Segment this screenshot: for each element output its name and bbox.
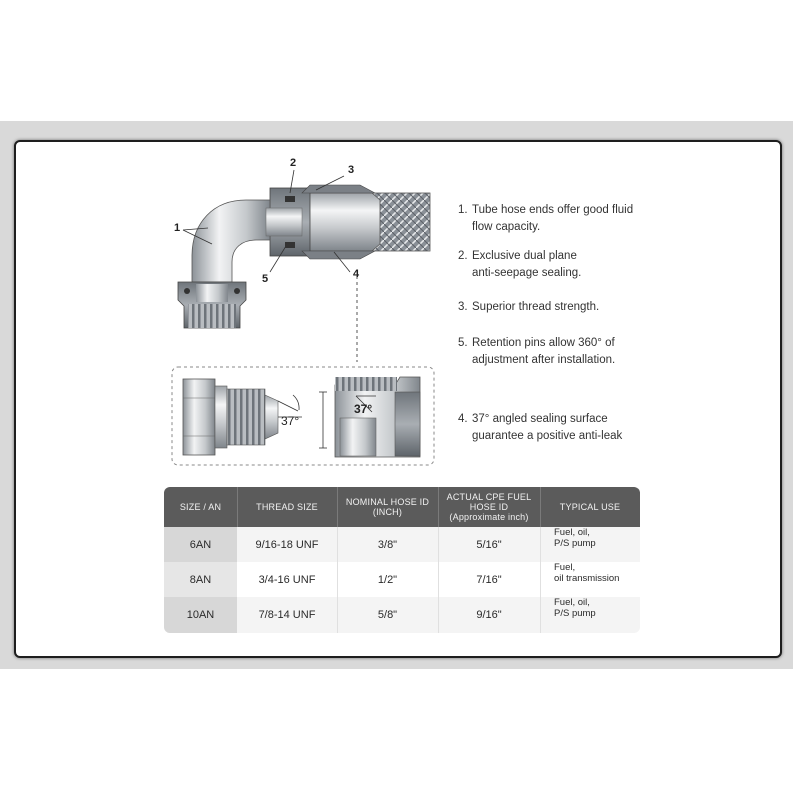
socket-sleeve — [302, 193, 380, 251]
callout-3: 3 — [348, 164, 355, 176]
feature-item: 1. Tube hose ends offer good fluid flow capacity. — [458, 204, 634, 233]
spec-table — [164, 487, 640, 633]
header-size: SIZE / AN — [179, 502, 222, 512]
header-thread: THREAD SIZE — [256, 502, 318, 512]
angle-label-female: 37° — [354, 402, 373, 416]
feature-item: 5. Retention pins allow 360° of adjustment after installation. — [458, 337, 616, 366]
bent-tube — [192, 200, 270, 282]
feature-item: 3. Superior thread strength. — [458, 301, 600, 313]
table-header — [164, 487, 640, 527]
callout-4: 4 — [353, 268, 360, 280]
braided-hose — [372, 193, 430, 251]
table-row: 6AN 9/16-18 UNF 3/8" 5/16" Fuel, oil, P/S pump — [164, 527, 640, 562]
feature-item: 4. 37° angled sealing surface guarantee a positive anti-leak — [458, 413, 623, 442]
callout-1: 1 — [174, 222, 181, 234]
header-actual: ACTUAL CPE FUEL HOSE ID (Approximate inch) — [446, 492, 532, 522]
table-row: 8AN 3/4-16 UNF 1/2" 7/16" Fuel, oil transmission — [164, 562, 640, 597]
table-row: 10AN 7/8-14 UNF 5/8" 9/16" Fuel, oil, P/S pump — [164, 597, 640, 633]
header-nominal: NOMINAL HOSE ID (INCH) — [345, 497, 430, 517]
callout-5: 5 — [262, 273, 269, 285]
header-use: TYPICAL USE — [559, 502, 621, 512]
angle-label-male: 37° — [281, 414, 300, 428]
callout-2: 2 — [290, 157, 297, 169]
feature-item: 2. Exclusive dual plane anti-seepage sealing. — [458, 250, 582, 279]
